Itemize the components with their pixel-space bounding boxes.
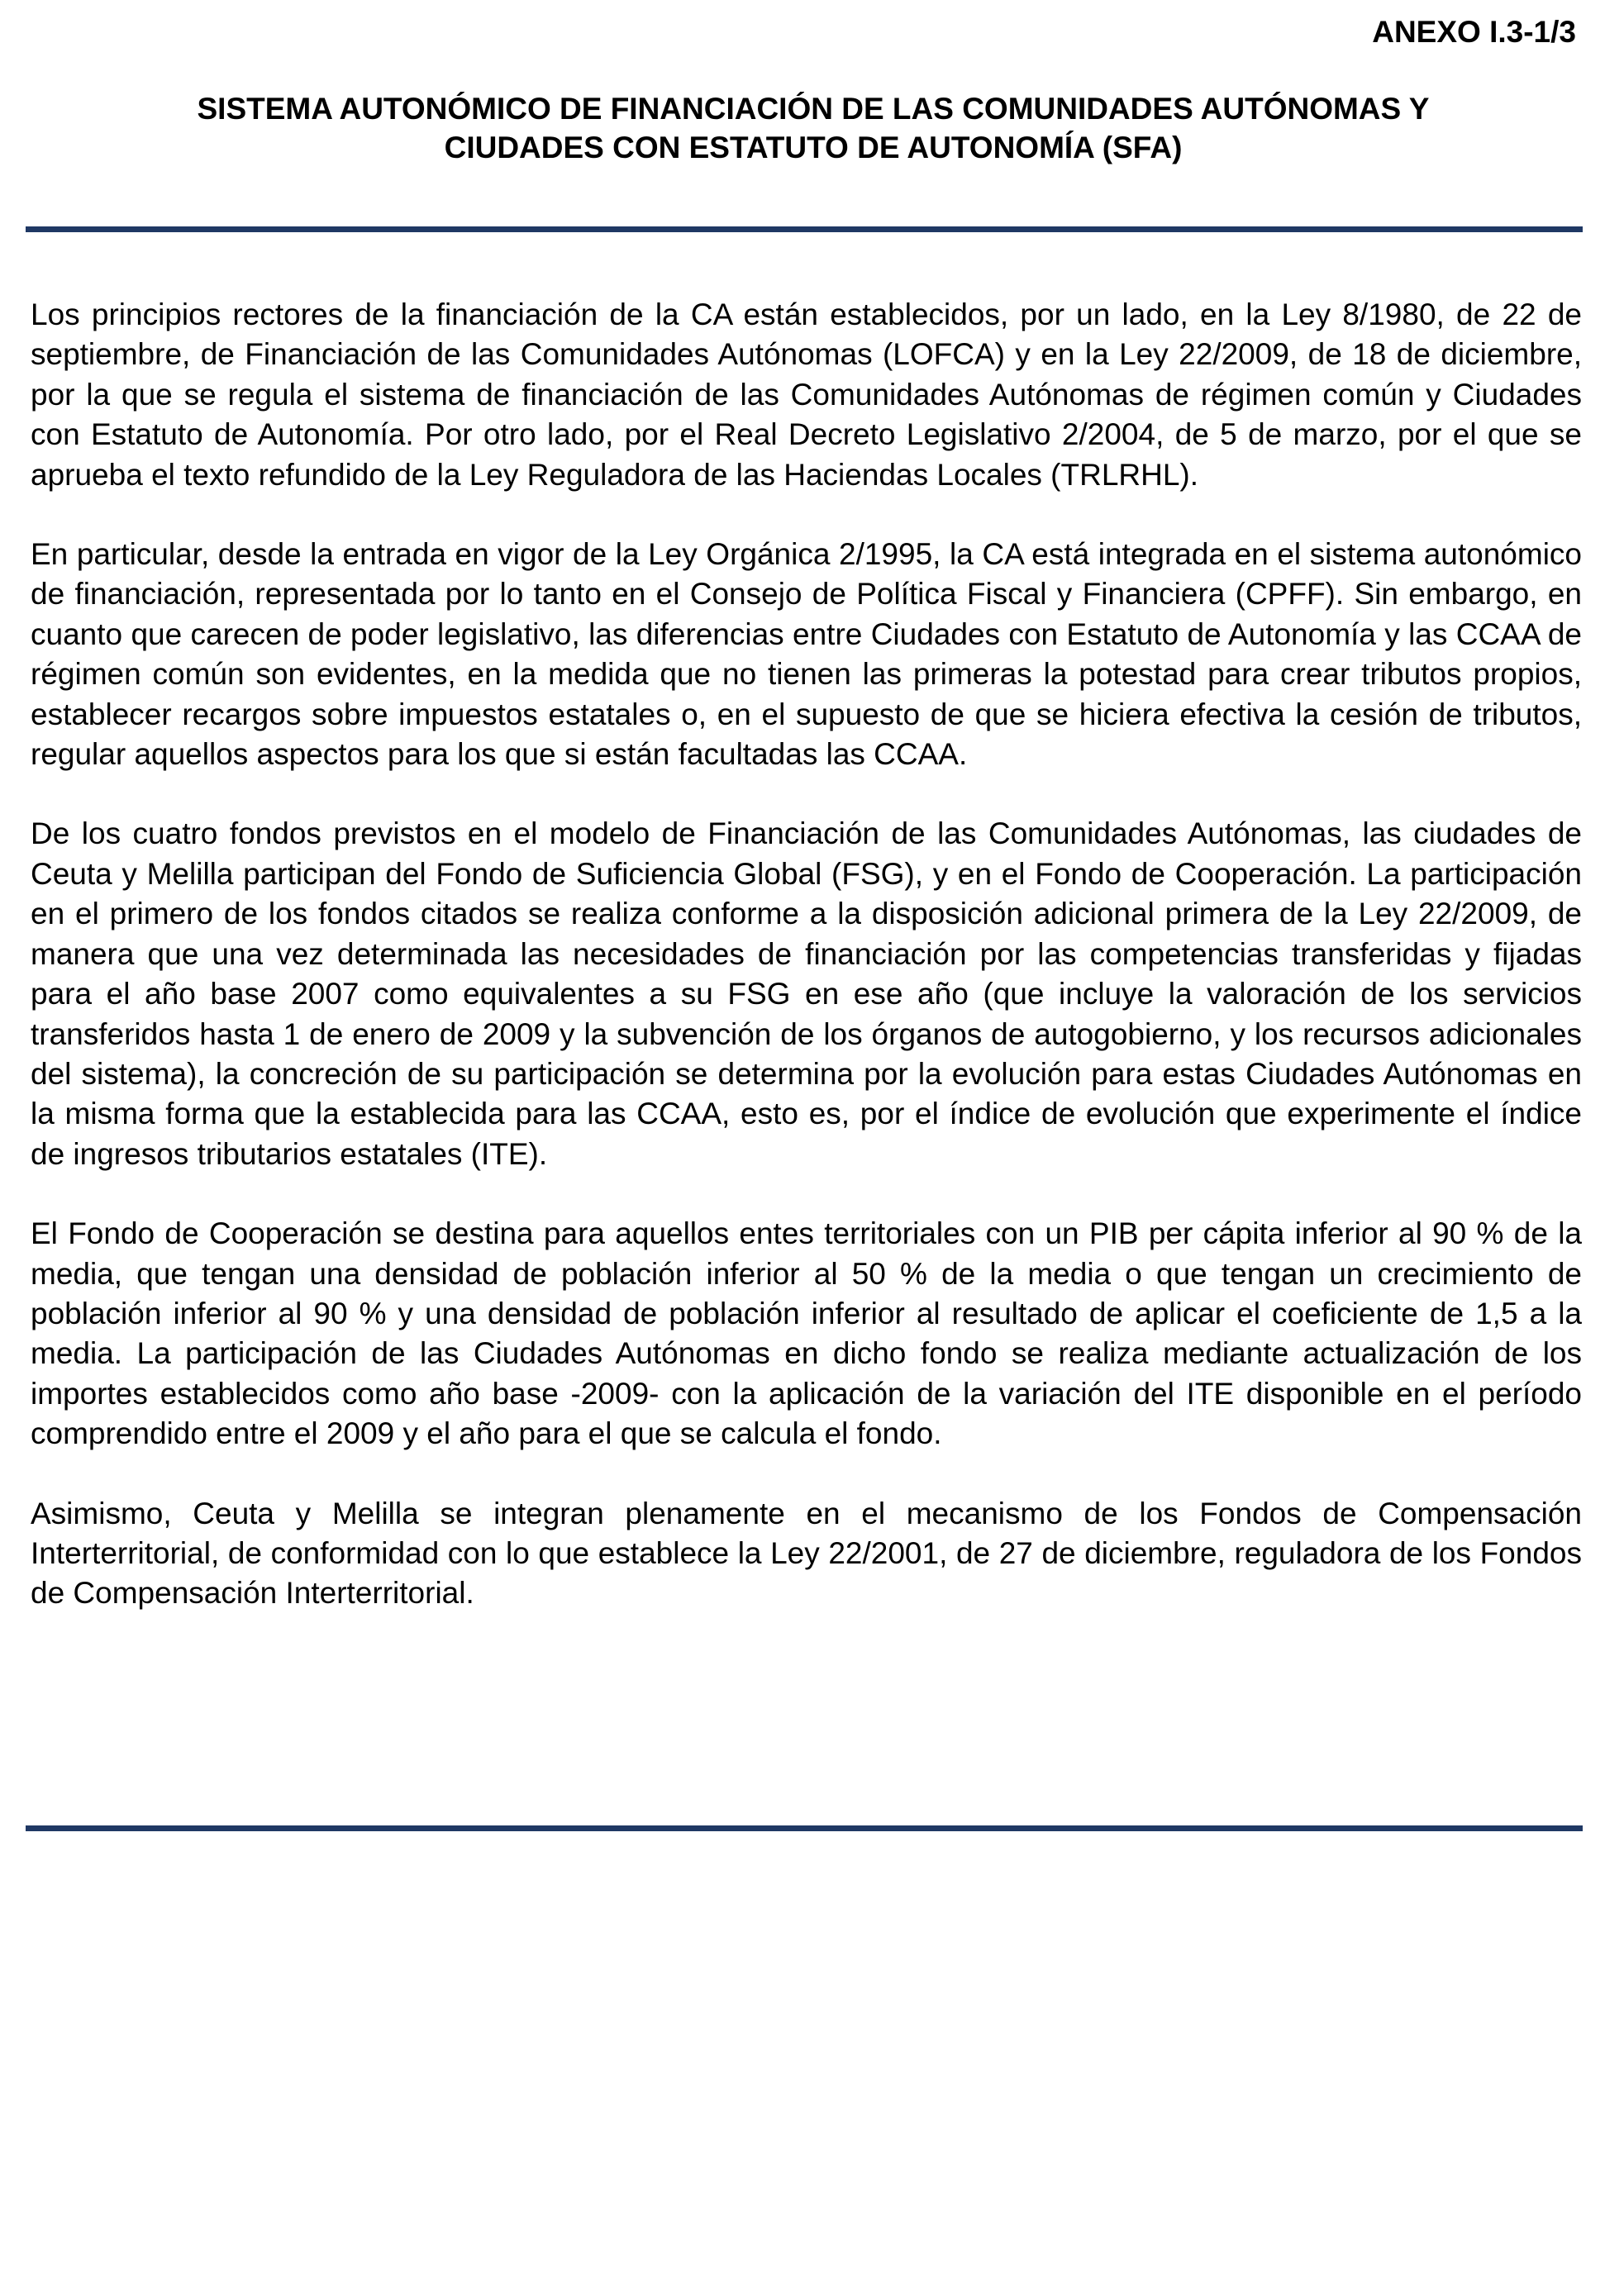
document-title-line-1: SISTEMA AUTONÓMICO DE FINANCIACIÓN DE LAS COMUNIDADES AUTÓNOMAS Y: [197, 92, 1430, 126]
paragraph-autonomic-system: En particular, desde la entrada en vigor de la Ley Orgánica 2/1995, la CA está integrada en el sistema autonómico de financiación, representada por lo tanto en el Consejo de Política Fiscal y Financiera (CPFF). Sin embargo, en cuanto que carecen de poder legislativo, las diferencias entre Ciudades con Estatuto de Autonomía y las CCAA de régimen común son evidentes, en la medida que no tienen las primeras la potestad para crear tributos propios, establecer recargos sobre impuestos estatales o, en el supuesto de que se hiciera efectiva la cesión de tributos, regular aquellos aspectos para los que si están facultadas las CCAA.: [31, 537, 1582, 772]
paragraph-sufficiency-fund: De los cuatro fondos previstos en el modelo de Financiación de las Comunidades Autónomas, las ciudades de Ceuta y Melilla participan del Fondo de Suficiencia Global (FSG), y en el Fondo de Cooperación. La participación en el primero de los fondos citados se realiza conforme a la disposición adicional primera de la Ley 22/2009, de manera que una vez determinada las necesidades de financiación por las competencias transferidas y fijadas para el año base 2007 como equivalentes a su FSG en ese año (que incluye la valoración de los servicios transferidos hasta 1 de enero de 2009 y la subvención de los órganos de autogobierno, y los recursos adicionales del sistema), la concreción de su participación se determina por la evolución para estas Ciudades Autónomas en la misma forma que la establecida para las CCAA, esto es, por el índice de evolución que experimente el índice de ingresos tributarios estatales (ITE).: [31, 816, 1582, 1171]
paragraph-financing-principles: Los principios rectores de la financiación de la CA están establecidos, por un lado, en la Ley 8/1980, de 22 de septiembre, de Financiación de las Comunidades Autónomas (LOFCA) y en la Ley 22/2009, de 18 de diciembre, por la que se regula el sistema de financiación de las Comunidades Autónomas de régimen común y Ciudades con Estatuto de Autonomía. Por otro lado, por el Real Decreto Legislativo 2/2004, de 5 de marzo, por el que se aprueba el texto refundido de la Ley Reguladora de las Haciendas Locales (TRLRHL).: [31, 297, 1582, 492]
document-body: [31, 295, 1582, 1614]
top-divider: [26, 226, 1583, 232]
paragraph-cooperation-fund: El Fondo de Cooperación se destina para aquellos entes territoriales con un PIB per cápita inferior al 90 % de la media, que tengan una densidad de población inferior al 50 % de la media o que tengan un crecimiento de población inferior al 90 % y una densidad de población inferior al resultado de aplicar el coeficiente de 1,5 a la media. La participación de las Ciudades Autónomas en dicho fondo se realiza mediante actualización de los importes establecidos como año base -2009- con la aplicación de la variación del ITE disponible en el período comprendido entre el 2009 y el año para el que se calcula el fondo.: [31, 1216, 1582, 1451]
bottom-divider: [26, 1825, 1583, 1831]
document-title-line-2: CIUDADES CON ESTATUTO DE AUTONOMÍA (SFA): [444, 131, 1183, 164]
document-title: [48, 89, 1579, 167]
annex-label: ANEXO I.3-1/3: [1372, 15, 1576, 49]
paragraph-compensation-funds: Asimismo, Ceuta y Melilla se integran plenamente en el mecanismo de los Fondos de Compensación Interterritorial, de conformidad con lo que establece la Ley 22/2001, de 27 de diciembre, reguladora de los Fondos de Compensación Interterritorial.: [31, 1496, 1582, 1611]
